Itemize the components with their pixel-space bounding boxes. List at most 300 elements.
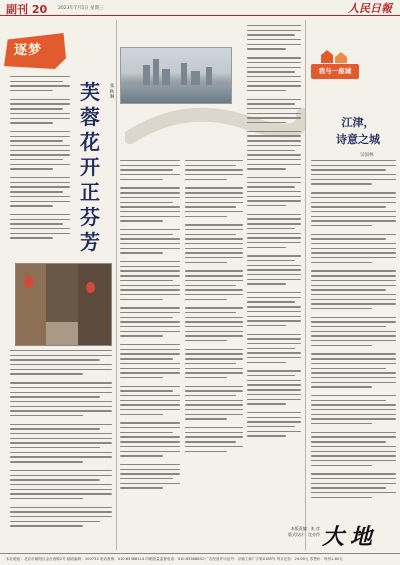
text-line [10, 233, 70, 234]
text-line [311, 353, 396, 354]
text-line [311, 248, 396, 249]
column-tag-label: 逐梦 [14, 43, 43, 58]
building [181, 63, 187, 85]
text-line [120, 390, 173, 391]
text-line [247, 260, 295, 261]
text-line [10, 164, 70, 165]
text-line [10, 191, 63, 192]
text-line [120, 179, 163, 180]
text-line [247, 394, 301, 395]
text-line [311, 473, 396, 474]
text-line [10, 364, 112, 365]
text-line [10, 145, 70, 146]
text-line [247, 269, 301, 270]
text-line [10, 433, 112, 434]
text-line [185, 414, 243, 415]
text-line [10, 415, 83, 416]
text-line [247, 325, 286, 326]
text-line [311, 377, 396, 378]
text-line [120, 487, 163, 488]
text-line [311, 169, 386, 170]
title-char: 蓉 [80, 105, 100, 129]
text-line [311, 303, 396, 304]
text-line [10, 447, 100, 448]
article-body-column [120, 160, 180, 548]
text-line [247, 431, 301, 432]
text-line [311, 372, 396, 373]
text-line [120, 377, 163, 378]
text-line [185, 285, 236, 286]
text-line [120, 451, 180, 452]
text-line [311, 423, 372, 424]
text-line [10, 228, 70, 229]
newspaper-masthead: 人民日報 [348, 2, 392, 15]
article-body-column [10, 76, 70, 261]
text-line [185, 418, 227, 419]
text-line [120, 317, 173, 318]
text-line [247, 196, 301, 197]
text-line [120, 261, 180, 262]
text-line [10, 154, 70, 155]
text-line [10, 484, 112, 485]
article-title [79, 80, 101, 255]
text-line [120, 427, 180, 428]
text-line [10, 205, 53, 206]
text-line [120, 326, 180, 327]
text-line [120, 266, 180, 267]
text-line [120, 331, 180, 332]
text-line [10, 456, 112, 457]
text-line [311, 460, 396, 461]
column-divider [116, 20, 117, 550]
street-path [46, 322, 78, 346]
editor-credits [215, 526, 320, 538]
text-line [247, 164, 301, 165]
text-line [247, 301, 295, 302]
text-line [247, 362, 286, 363]
text-line [311, 497, 372, 498]
text-line [120, 197, 180, 198]
text-line [185, 243, 243, 244]
text-line [185, 179, 227, 180]
issue-date: 2023年7月5日 星期三 [58, 6, 104, 11]
text-line [120, 400, 180, 401]
text-line [185, 331, 243, 332]
article2-body-column [311, 160, 396, 520]
text-line [120, 192, 180, 193]
text-line [311, 165, 396, 166]
text-line [311, 285, 396, 286]
text-line [311, 326, 386, 327]
text-line [247, 352, 301, 353]
text-line [247, 131, 301, 132]
text-line [120, 270, 180, 271]
text-line [311, 308, 372, 309]
byline-char: 张 [109, 84, 115, 89]
text-line [120, 234, 173, 235]
text-line [311, 220, 396, 221]
text-line [10, 81, 63, 82]
text-line [120, 169, 173, 170]
text-line [247, 182, 301, 183]
text-line [10, 475, 112, 476]
text-line [120, 455, 163, 456]
text-line [10, 85, 70, 86]
text-line [10, 396, 100, 397]
text-line [185, 321, 243, 322]
text-line [311, 340, 396, 341]
text-line [247, 417, 301, 418]
text-line [10, 140, 63, 141]
text-line [120, 335, 163, 336]
text-line [10, 498, 83, 499]
article2-byline: 吴国林 [360, 153, 374, 158]
text-line [120, 446, 180, 447]
text-line [247, 426, 295, 427]
text-line [185, 224, 243, 225]
title-char: 开 [80, 155, 100, 179]
text-line [247, 200, 301, 201]
title-char: 芬 [80, 205, 100, 229]
text-line [120, 349, 180, 350]
text-line [185, 252, 243, 253]
text-line [120, 289, 180, 290]
text-line [120, 353, 180, 354]
text-line [185, 377, 227, 378]
text-line [120, 363, 180, 364]
text-line [185, 280, 243, 281]
text-line [247, 311, 301, 312]
text-line [10, 369, 112, 370]
text-line [311, 211, 396, 212]
text-line [120, 386, 180, 387]
text-line [120, 206, 180, 207]
text-line [311, 400, 386, 401]
house-icon [318, 48, 352, 64]
text-line [311, 289, 386, 290]
text-line [10, 525, 83, 526]
text-line [311, 238, 386, 239]
text-line [120, 436, 180, 437]
text-line [311, 368, 386, 369]
text-line [311, 487, 386, 488]
text-line [10, 355, 112, 356]
text-line [311, 262, 372, 263]
text-line [185, 446, 243, 447]
text-line [10, 131, 70, 132]
text-line [247, 145, 301, 146]
text-line [247, 205, 286, 206]
text-line [120, 248, 180, 249]
page-footer [0, 553, 400, 565]
text-line [10, 113, 70, 114]
text-line [185, 275, 243, 276]
text-line [247, 435, 286, 436]
text-line [120, 202, 173, 203]
text-line [247, 274, 301, 275]
text-line [311, 225, 372, 226]
text-line [247, 279, 301, 280]
text-line [120, 229, 180, 230]
text-line [120, 211, 180, 212]
text-line [185, 395, 236, 396]
text-line [311, 183, 372, 184]
text-line [247, 265, 301, 266]
text-line [311, 382, 396, 383]
text-line [185, 363, 236, 364]
text-line [10, 493, 112, 494]
text-line [185, 436, 243, 437]
text-line [247, 99, 301, 100]
text-line [247, 338, 301, 339]
text-line [247, 384, 301, 385]
text-line [247, 233, 301, 234]
text-line [311, 345, 372, 346]
text-line [311, 418, 396, 419]
text-line [10, 223, 63, 224]
text-line [10, 401, 112, 402]
text-line [311, 395, 396, 396]
text-line [10, 382, 112, 383]
text-line [185, 317, 243, 318]
text-line [185, 441, 236, 442]
text-line [10, 410, 112, 411]
text-line [120, 160, 180, 161]
text-line [185, 160, 243, 161]
text-line [311, 192, 396, 193]
text-line [10, 196, 70, 197]
article2-column-tag-label: 我与一座城 [318, 67, 352, 75]
text-line [247, 30, 301, 31]
designer-line: 版式设计：沈亦伶 [288, 532, 320, 537]
text-line [247, 71, 295, 72]
text-line [247, 85, 301, 86]
text-line [10, 442, 112, 443]
text-line [311, 294, 396, 295]
text-line [311, 257, 396, 258]
text-line [185, 270, 243, 271]
text-line [247, 191, 301, 192]
text-line [247, 399, 301, 400]
text-line [247, 135, 301, 136]
text-line [120, 238, 180, 239]
red-lantern [86, 282, 95, 293]
article2-column-tag [311, 64, 359, 79]
text-line [311, 179, 396, 180]
text-line [247, 44, 301, 45]
text-line [247, 214, 301, 215]
text-line [247, 223, 301, 224]
text-line [120, 285, 180, 286]
text-line [247, 150, 295, 151]
text-line [10, 406, 112, 407]
text-line [10, 461, 83, 462]
text-line [247, 292, 301, 293]
page-label: 副刊 20 [6, 3, 48, 16]
text-line [10, 201, 70, 202]
byline-char: 琳 [109, 95, 115, 100]
text-line [185, 229, 243, 230]
paragraph-gap [185, 382, 243, 386]
title-char: 芳 [80, 230, 100, 254]
text-line [247, 348, 295, 349]
text-line [247, 140, 301, 141]
text-line [311, 483, 396, 484]
text-line [247, 186, 295, 187]
text-line [247, 389, 301, 390]
text-line [247, 62, 301, 63]
text-line [247, 357, 301, 358]
text-line [247, 113, 301, 114]
text-line [185, 257, 243, 258]
text-line [10, 438, 112, 439]
building [143, 65, 150, 85]
text-line [185, 192, 243, 193]
text-line [311, 234, 396, 235]
text-line [311, 363, 396, 364]
title-char: 正 [80, 180, 100, 204]
text-line [247, 67, 301, 68]
text-line [311, 216, 396, 217]
text-line [10, 159, 63, 160]
text-line [10, 214, 70, 215]
text-line [247, 380, 301, 381]
text-line [185, 211, 243, 212]
text-line [10, 177, 70, 178]
text-line [120, 483, 180, 484]
text-line [185, 165, 236, 166]
text-line [185, 335, 243, 336]
text-line [185, 390, 243, 391]
text-line [247, 343, 301, 344]
text-line [10, 103, 70, 104]
text-line [247, 320, 301, 321]
text-line [120, 216, 180, 217]
text-line [10, 237, 53, 238]
text-line [120, 414, 163, 415]
text-line [185, 353, 243, 354]
text-line [247, 218, 301, 219]
editor-line: 本版责编：张 彦 [290, 526, 320, 531]
text-line [311, 478, 396, 479]
text-line [120, 473, 180, 474]
paragraph-gap [120, 382, 180, 386]
text-line [185, 174, 243, 175]
text-line [311, 455, 396, 456]
text-line [120, 243, 180, 244]
text-line [311, 270, 396, 271]
red-lantern [24, 276, 34, 288]
text-line [311, 280, 396, 281]
text-line [10, 516, 112, 517]
text-line [10, 90, 53, 91]
text-line [10, 392, 112, 393]
text-line [120, 344, 180, 345]
article-body-column [247, 25, 301, 548]
text-line [10, 507, 112, 508]
text-line [185, 409, 243, 410]
text-line [120, 187, 180, 188]
text-line [10, 350, 112, 351]
text-line [10, 489, 112, 490]
text-line [185, 187, 243, 188]
text-line [311, 275, 396, 276]
text-line [311, 441, 386, 442]
text-line [185, 169, 243, 170]
byline-char: 秋 [109, 89, 115, 95]
text-line [120, 307, 180, 308]
text-line [311, 299, 396, 300]
article-body-column [185, 160, 243, 548]
text-line [311, 446, 396, 447]
text-line [311, 436, 396, 437]
text-line [120, 422, 180, 423]
page-header [0, 0, 400, 16]
text-line [120, 280, 173, 281]
article2-title-line: 江津， [341, 116, 375, 129]
text-line [120, 312, 180, 313]
text-line [247, 375, 295, 376]
text-line [311, 174, 396, 175]
text-line [120, 174, 180, 175]
text-line [311, 252, 396, 253]
column-divider [305, 20, 306, 550]
text-line [120, 404, 180, 405]
text-line [247, 403, 286, 404]
text-line [247, 177, 301, 178]
text-line [120, 409, 180, 410]
text-line [10, 186, 70, 187]
text-line [247, 334, 301, 335]
building [191, 71, 200, 85]
text-line [247, 76, 301, 77]
paragraph-gap [247, 330, 301, 334]
text-line [247, 90, 286, 91]
text-line [311, 386, 372, 387]
text-line [120, 478, 173, 479]
text-line [247, 81, 301, 82]
building [162, 69, 170, 85]
text-line [185, 349, 243, 350]
text-line [247, 247, 286, 248]
text-line [10, 511, 112, 512]
text-line [247, 159, 301, 160]
text-line [311, 335, 396, 336]
text-line [311, 432, 396, 433]
text-line [10, 122, 53, 123]
text-line [311, 202, 396, 203]
text-line [185, 216, 227, 217]
text-line [247, 34, 295, 35]
text-line [185, 299, 227, 300]
text-line [185, 202, 243, 203]
text-line [311, 404, 396, 405]
text-line [10, 424, 112, 425]
article-body-column [10, 350, 112, 548]
text-line [247, 48, 286, 49]
text-line [185, 289, 243, 290]
title-char: 芙 [80, 80, 100, 104]
text-line [10, 479, 100, 480]
text-line [311, 414, 396, 415]
text-line [311, 465, 372, 466]
text-line [185, 358, 243, 359]
text-line [247, 316, 301, 317]
text-line [120, 321, 180, 322]
building [206, 67, 212, 85]
text-line [10, 118, 70, 119]
text-line [185, 404, 243, 405]
